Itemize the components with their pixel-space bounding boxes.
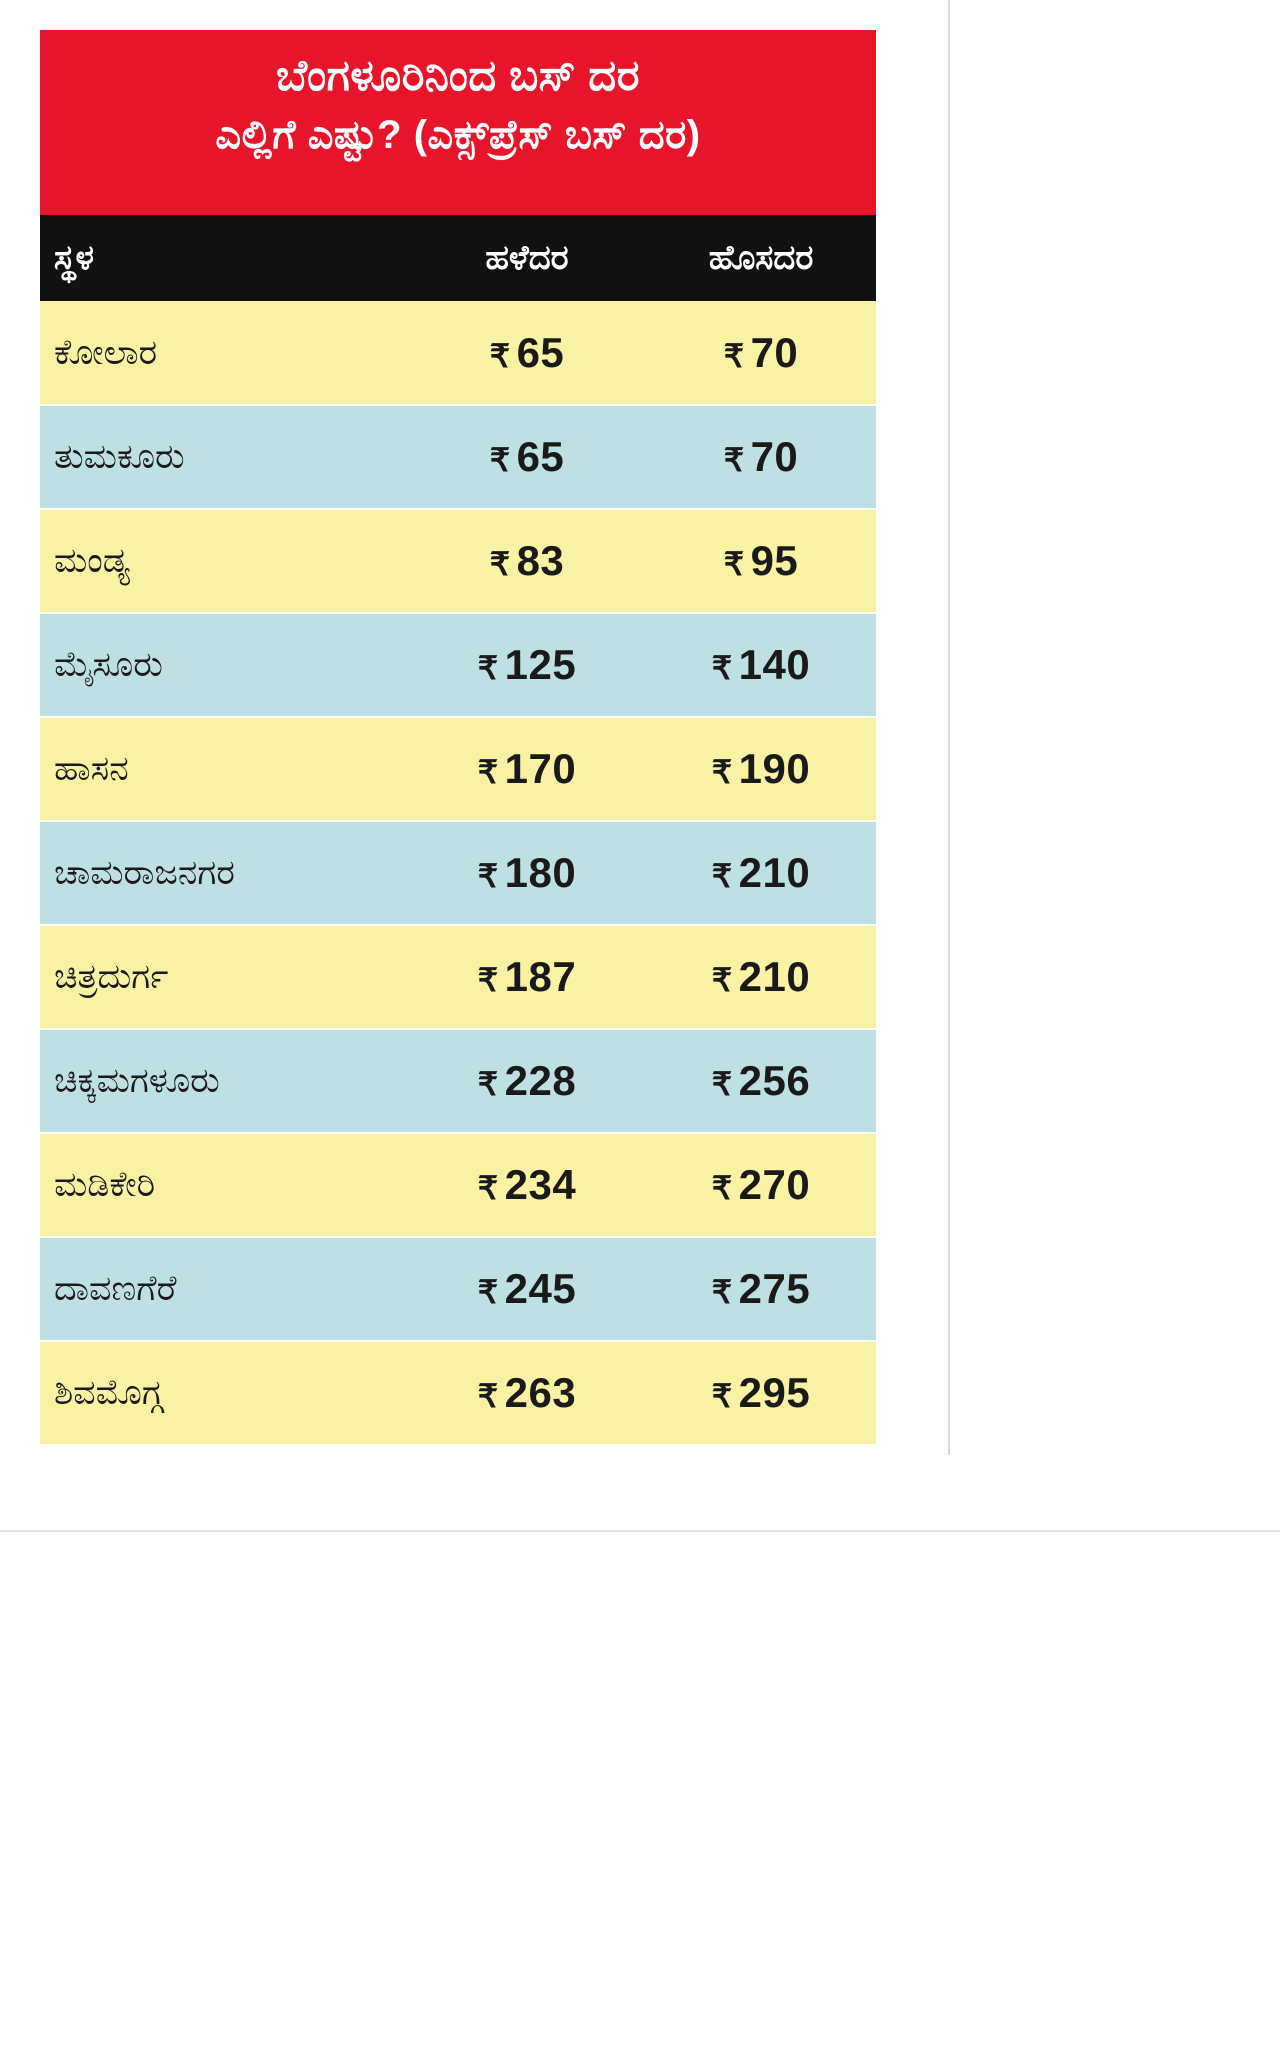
cell-old-fare — [408, 821, 646, 925]
cell-old-fare — [408, 509, 646, 613]
new-fare-value: 190 — [738, 745, 811, 792]
rupee-symbol: ₹ — [477, 1378, 499, 1414]
cell-old-fare — [408, 405, 646, 509]
rupee-symbol: ₹ — [711, 1066, 733, 1102]
cell-old-fare — [408, 613, 646, 717]
fare-table-body — [40, 301, 876, 1445]
old-fare-value: 65 — [516, 433, 565, 480]
new-fare-value: 70 — [750, 433, 799, 480]
cell-new-fare — [646, 1029, 876, 1133]
table-row — [40, 925, 876, 1029]
cell-new-fare — [646, 1341, 876, 1445]
old-fare-value: 170 — [504, 745, 577, 792]
rupee-symbol: ₹ — [711, 858, 733, 894]
rupee-symbol: ₹ — [723, 337, 745, 374]
cell-new-fare — [646, 301, 876, 405]
column-header-place: ಸ್ಥಳ — [40, 215, 408, 301]
rupee-symbol: ₹ — [477, 1170, 499, 1206]
cell-place: ಮಡಿಕೇರಿ — [40, 1133, 408, 1237]
table-row — [40, 405, 876, 509]
table-row — [40, 1341, 876, 1445]
new-fare-value: 275 — [738, 1265, 811, 1312]
cell-place: ಚಿತ್ರದುರ್ಗ — [40, 925, 408, 1029]
rupee-symbol: ₹ — [489, 337, 511, 374]
rupee-symbol: ₹ — [723, 546, 745, 582]
title-line-2: ಎಲ್ಲಿಗೆ ಎಷ್ಟು? (ಎಕ್ಸ್‌ಪ್ರೆಸ್ ಬಸ್ ದರ) — [215, 113, 701, 158]
rupee-symbol: ₹ — [711, 1274, 733, 1310]
cell-new-fare — [646, 821, 876, 925]
new-fare-value: 95 — [750, 537, 799, 584]
rupee-symbol: ₹ — [723, 442, 745, 478]
old-fare-value: 263 — [504, 1369, 577, 1416]
cell-place: ಚಿಕ್ಕಮಗಳೂರು — [40, 1029, 408, 1133]
table-row — [40, 301, 876, 405]
rupee-symbol: ₹ — [477, 1066, 499, 1102]
cell-new-fare — [646, 1133, 876, 1237]
new-fare-value: 140 — [738, 641, 811, 688]
cell-new-fare — [646, 1237, 876, 1341]
cell-old-fare — [408, 1133, 646, 1237]
new-fare-value: 210 — [738, 849, 811, 896]
cell-new-fare — [646, 405, 876, 509]
old-fare-value: 83 — [516, 537, 565, 584]
header-row — [40, 215, 876, 301]
table-row — [40, 717, 876, 821]
rupee-symbol: ₹ — [489, 442, 511, 478]
new-fare-value: 210 — [738, 953, 811, 1000]
table-row — [40, 1237, 876, 1341]
cell-old-fare — [408, 1341, 646, 1445]
new-fare-value: 70 — [750, 328, 799, 376]
rupee-symbol: ₹ — [489, 546, 511, 582]
page-divider-bottom — [0, 1530, 1280, 1532]
new-fare-value: 256 — [738, 1057, 811, 1104]
cell-new-fare — [646, 925, 876, 1029]
old-fare-value: 187 — [504, 953, 577, 1000]
rupee-symbol: ₹ — [477, 754, 499, 790]
cell-place: ಮಂಡ್ಯ — [40, 509, 408, 613]
rupee-symbol: ₹ — [711, 962, 733, 998]
column-header-new-fare: ಹೊಸದರ — [646, 215, 876, 301]
rupee-symbol: ₹ — [711, 1170, 733, 1206]
rupee-symbol: ₹ — [477, 962, 499, 998]
table-row — [40, 1133, 876, 1237]
cell-place: ದಾವಣಗೆರೆ — [40, 1237, 408, 1341]
cell-place: ಶಿವಮೊಗ್ಗ — [40, 1341, 408, 1445]
cell-old-fare — [408, 1029, 646, 1133]
page-divider-right — [948, 0, 950, 1455]
table-row — [40, 821, 876, 925]
column-header-old-fare: ಹಳೆದರ — [408, 215, 646, 301]
new-fare-value: 295 — [738, 1369, 811, 1416]
table-row — [40, 509, 876, 613]
old-fare-value: 180 — [504, 849, 577, 896]
cell-place: ಮೈಸೂರು — [40, 613, 408, 717]
table-row — [40, 613, 876, 717]
fare-table-card — [40, 30, 876, 1446]
cell-place: ಹಾಸನ — [40, 717, 408, 821]
cell-new-fare — [646, 613, 876, 717]
rupee-symbol: ₹ — [711, 650, 733, 686]
rupee-symbol: ₹ — [711, 1378, 733, 1414]
old-fare-value: 234 — [504, 1161, 577, 1208]
cell-new-fare — [646, 509, 876, 613]
cell-new-fare — [646, 717, 876, 821]
table-row — [40, 1029, 876, 1133]
rupee-symbol: ₹ — [477, 858, 499, 894]
rupee-symbol: ₹ — [477, 650, 499, 686]
cell-old-fare — [408, 925, 646, 1029]
cell-old-fare — [408, 301, 646, 405]
old-fare-value: 245 — [504, 1265, 577, 1312]
old-fare-value: 125 — [504, 641, 577, 688]
rupee-symbol: ₹ — [477, 1274, 499, 1310]
old-fare-value: 65 — [516, 328, 565, 376]
cell-old-fare — [408, 1237, 646, 1341]
rupee-symbol: ₹ — [711, 754, 733, 790]
cell-place: ತುಮಕೂರು — [40, 405, 408, 509]
title-band — [40, 30, 876, 215]
cell-place: ಕೋಲಾರ — [40, 301, 408, 405]
new-fare-value: 270 — [738, 1161, 811, 1208]
old-fare-value: 228 — [504, 1057, 577, 1104]
title-line-1: ಬೆಂಗಳೂರಿನಿಂದ ಬಸ್ ದರ — [276, 52, 640, 100]
cell-place: ಚಾಮರಾಜನಗರ — [40, 821, 408, 925]
cell-old-fare — [408, 717, 646, 821]
fare-table-head — [40, 215, 876, 301]
fare-table — [40, 215, 876, 1446]
